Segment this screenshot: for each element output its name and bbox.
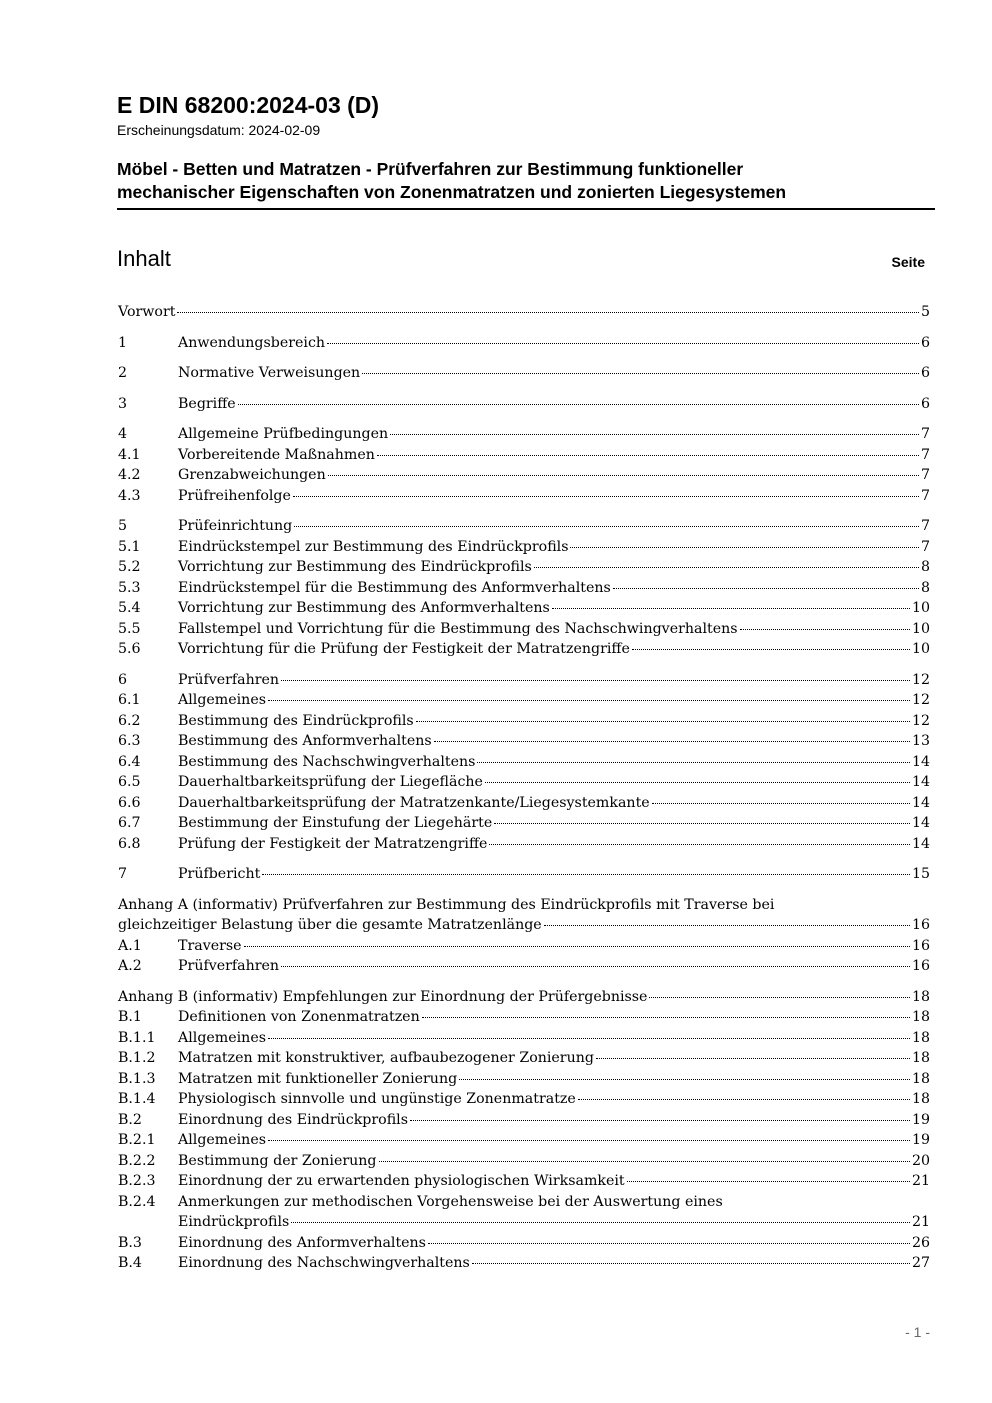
toc-entry-number: 7 [118,866,128,882]
toc-entry-title: Bestimmung des Anformverhaltens [178,733,432,749]
toc-entry-title: Prüfverfahren [178,958,280,974]
toc-entry-page: 14 [911,753,930,770]
toc-entry[interactable] [118,915,930,936]
toc-entry-title: Einordnung des Eindrückprofils [178,1111,408,1128]
toc-entry-title: Bestimmung des Nachschwingverhaltens [178,753,476,770]
toc-entry[interactable] [118,1171,930,1192]
toc-entry[interactable] [118,864,930,885]
toc-leader-dots [578,1099,910,1100]
toc-entry-number: 6.5 [118,774,141,790]
toc-entry-number: B.1.4 [118,1091,156,1107]
toc-entry[interactable] [118,302,930,323]
toc-entry-number: B.1.2 [118,1050,156,1066]
toc-entry-page: 21 [911,1214,930,1230]
toc-entry[interactable] [118,772,930,793]
toc-entry-page: 14 [911,774,930,790]
toc-entry-title: Anhang B (informativ) Empfehlungen zur Einordnung der Prüfergebnisse [118,988,648,1005]
toc-entry-page: 7 [920,538,930,555]
toc-leader-dots [534,567,919,568]
toc-entry[interactable] [118,1089,930,1110]
toc-entry-number: A.2 [118,958,142,974]
toc-entry-number: B.1.3 [118,1070,156,1087]
toc-entry-title: Fallstempel und Vorrichtung für die Bestimmung des Nachschwingverhaltens [178,620,738,637]
toc-leader-dots [627,1181,910,1182]
toc-leader-dots [390,434,919,435]
toc-entry-title: Prüfverfahren [178,671,280,688]
toc-entry-number: 5.6 [118,641,141,657]
toc-entry-title: Allgemeine Prüfbedingungen [178,426,389,442]
toc-entry-title: Begriffe [178,395,236,412]
toc-entry-number: 5.2 [118,559,141,575]
toc-leader-dots [632,649,910,650]
toc-entry-number: 6.2 [118,712,141,729]
toc-leader-dots [238,404,919,405]
toc-entry[interactable] [118,711,930,732]
toc-entry-page: 18 [911,1091,930,1107]
toc-entry[interactable] [118,1028,930,1049]
toc-entry-title: Bestimmung des Eindrückprofils [178,712,414,729]
toc-entry[interactable] [118,578,930,599]
toc-leader-dots [268,1140,910,1141]
toc-entry-page: 18 [911,1070,930,1087]
document-title [117,158,935,210]
toc-leader-dots [281,680,910,681]
toc-leader-dots [362,373,919,374]
toc-entry-page: 7 [920,467,930,483]
toc-leader-dots [416,721,910,722]
toc-entry[interactable] [118,895,930,916]
toc-entry[interactable] [118,1007,930,1028]
toc-entry[interactable] [118,1069,930,1090]
toc-leader-dots [327,343,919,344]
toc-entry[interactable] [118,465,930,486]
toc-entry-page: 18 [911,1050,930,1066]
toc-entry-number: B.2.3 [118,1173,156,1189]
toc-entry-number: B.1 [118,1009,142,1025]
toc-entry-title: Normative Verweisungen [178,365,361,381]
toc-entry-title: Matratzen mit funktioneller Zonierung [178,1070,458,1087]
publication-date: Erscheinungsdatum: 2024-02-09 [117,122,321,138]
toc-entry[interactable] [118,1130,930,1151]
toc-entry-number: B.2.2 [118,1152,156,1169]
toc-leader-dots [379,1161,910,1162]
document-title-line-2: mechanischer Eigenschaften von Zonenmatratzen und zonierten Liegesystemen [117,182,787,202]
toc-entry-page: 7 [920,518,930,534]
toc-entry[interactable] [118,516,930,537]
toc-entry-title: Einordnung des Anformverhaltens [178,1234,426,1251]
toc-entry-page: 18 [911,1009,930,1025]
toc-entry-title: Eindrückprofils [178,1214,290,1230]
toc-leader-dots [544,925,910,926]
toc-entry-page: 8 [920,559,930,575]
document-title-line-1: Möbel - Betten und Matratzen - Prüfverfahren zur Bestimmung funktioneller [117,159,744,179]
toc-leader-dots [552,608,910,609]
toc-entry-title: Anhang A (informativ) Prüfverfahren zur Bestimmung des Eindrückprofils mit Traverse bei [118,896,775,913]
toc-entry-page: 7 [920,446,930,463]
toc-entry[interactable] [118,445,930,466]
toc-entry[interactable] [118,557,930,578]
toc-entry[interactable] [118,834,930,855]
toc-entry-page: 19 [911,1132,930,1148]
toc-entry[interactable] [118,752,930,773]
toc-entry-number: B.4 [118,1255,142,1271]
toc-entry-title: Eindrückstempel für die Bestimmung des Anformverhaltens [178,579,611,596]
toc-entry[interactable] [118,1192,930,1213]
toc-leader-dots [596,1058,910,1059]
document-id: E DIN 68200:2024-03 (D) [117,92,380,118]
toc-entry-page: 21 [911,1173,930,1189]
toc-leader-dots [268,700,910,701]
toc-leader-dots [244,946,910,947]
toc-entry-number: B.2.1 [118,1132,156,1148]
toc-entry-title: Traverse [178,937,242,954]
toc-entry-title: Prüfung der Festigkeit der Matratzengriffe [178,835,488,852]
toc-entry[interactable] [118,486,930,507]
toc-entry-page: 20 [911,1152,930,1169]
toc-entry-number: 6.3 [118,733,141,749]
toc-leader-dots [472,1263,910,1264]
toc-entry[interactable] [118,670,930,691]
toc-entry-number: 5.4 [118,600,141,616]
toc-entry[interactable] [118,1253,930,1274]
toc-entry-title: Matratzen mit konstruktiver, aufbaubezogener Zonierung [178,1050,594,1066]
toc-entry-title: Einordnung der zu erwartenden physiologischen Wirksamkeit [178,1173,625,1189]
toc-leader-dots [649,997,909,998]
toc-leader-dots [291,1222,910,1223]
toc-entry-title: Dauerhaltbarkeitsprüfung der Liegefläche [178,774,483,790]
toc-entry-title: Allgemeines [178,692,266,708]
toc-entry-title: Anmerkungen zur methodischen Vorgehensweise bei der Auswertung eines [178,1193,723,1210]
toc-entry-page: 6 [920,365,930,381]
toc-entry-number: 4 [118,426,128,442]
toc-entry-title: Einordnung des Nachschwingverhaltens [178,1255,470,1271]
toc-entry-title: Allgemeines [178,1029,266,1046]
toc-leader-dots [740,629,910,630]
toc-entry-number: B.1.1 [118,1029,156,1046]
toc-entry-title: Vorbereitende Maßnahmen [178,446,375,463]
toc-entry-number: 4.3 [118,487,141,504]
toc-entry-number: 5.5 [118,620,141,637]
toc-entry-number: 5.1 [118,538,141,555]
toc-entry[interactable] [118,793,930,814]
toc-entry-page: 8 [920,579,930,596]
toc-entry-title: Physiologisch sinnvolle und ungünstige Zonenmatratze [178,1091,576,1107]
toc-entry-page: 18 [911,1029,930,1046]
toc-entry-page: 16 [911,937,930,954]
toc-entry-page: 26 [911,1234,930,1251]
toc-entry-page: 18 [911,988,930,1005]
toc-entry-title: Anwendungsbereich [178,334,326,351]
toc-entry[interactable] [118,1212,930,1233]
page-number: - 1 - [905,1324,930,1340]
toc-entry-number: 1 [118,334,128,351]
toc-entry[interactable] [118,690,930,711]
toc-entry-number: 6.7 [118,815,141,831]
page-column-label: Seite [891,254,925,270]
toc-entry-title: Bestimmung der Einstufung der Liegehärte [178,815,493,831]
toc-entry-page: 12 [911,692,930,708]
toc-leader-dots [434,741,910,742]
toc-entry-page: 14 [911,794,930,811]
toc-entry[interactable] [118,394,930,415]
toc-entry-page: 27 [911,1255,930,1271]
table-of-contents [118,302,930,1274]
toc-leader-dots [652,803,910,804]
toc-leader-dots [613,588,919,589]
toc-entry[interactable] [118,639,930,660]
toc-entry[interactable] [118,1048,930,1069]
toc-leader-dots [281,966,910,967]
toc-entry-title: Prüfeinrichtung [178,518,293,534]
toc-leader-dots [410,1120,910,1121]
toc-entry-number: 2 [118,365,128,381]
toc-entry-page: 10 [911,641,930,657]
toc-entry-page: 14 [911,835,930,852]
toc-entry-page: 14 [911,815,930,831]
toc-entry[interactable] [118,333,930,354]
toc-entry-number: 3 [118,395,128,412]
toc-leader-dots [177,312,919,313]
toc-entry-page: 10 [911,600,930,616]
toc-entry[interactable] [118,1233,930,1254]
toc-entry-title: Grenzabweichungen [178,467,326,483]
toc-entry-number: 6.6 [118,794,141,811]
toc-entry-title: Dauerhaltbarkeitsprüfung der Matratzenkante/Liegesystemkante [178,794,650,811]
toc-entry-page: 16 [911,917,930,933]
toc-entry-title: Vorrichtung für die Prüfung der Festigkeit der Matratzengriffe [178,641,630,657]
toc-leader-dots [422,1017,910,1018]
toc-entry-number: 5.3 [118,579,141,596]
toc-entry[interactable] [118,424,930,445]
toc-leader-dots [377,455,919,456]
toc-leader-dots [489,844,909,845]
toc-entry-number: 6.8 [118,835,141,852]
toc-leader-dots [459,1079,910,1080]
toc-entry-title: Bestimmung der Zonierung [178,1152,377,1169]
toc-entry-page: 19 [911,1111,930,1128]
toc-leader-dots [294,526,919,527]
toc-entry-title: Prüfbericht [178,866,261,882]
toc-entry-number: A.1 [118,937,142,954]
toc-entry[interactable] [118,956,930,977]
toc-entry-number: 5 [118,518,128,534]
toc-entry-number: B.2 [118,1111,142,1128]
toc-entry-page: 5 [920,304,930,320]
toc-entry-page: 13 [911,733,930,749]
toc-entry-page: 12 [911,671,930,688]
toc-entry-number: 6 [118,671,128,688]
toc-entry-page: 7 [920,487,930,504]
toc-leader-dots [477,762,909,763]
toc-entry-page: 6 [920,395,930,412]
toc-entry-number: B.3 [118,1234,142,1251]
toc-entry-page: 10 [911,620,930,637]
toc-leader-dots [328,475,919,476]
toc-entry-page: 12 [911,712,930,729]
toc-entry-number: 6.1 [118,692,141,708]
toc-entry[interactable] [118,598,930,619]
toc-entry-title: Prüfreihenfolge [178,487,291,504]
toc-entry-page: 7 [920,426,930,442]
toc-leader-dots [494,823,910,824]
toc-entry-title: Vorrichtung zur Bestimmung des Anformverhaltens [178,600,550,616]
toc-leader-dots [293,496,919,497]
toc-entry-number: 4.1 [118,446,141,463]
toc-entry[interactable] [118,936,930,957]
toc-entry[interactable] [118,987,930,1008]
toc-entry-number: B.2.4 [118,1193,156,1210]
toc-entry-number: 6.4 [118,753,141,770]
toc-leader-dots [268,1038,910,1039]
toc-entry-page: 15 [911,866,930,882]
toc-leader-dots [428,1243,910,1244]
toc-entry-title: Allgemeines [178,1132,266,1148]
toc-entry[interactable] [118,619,930,640]
toc-entry[interactable] [118,813,930,834]
toc-entry[interactable] [118,731,930,752]
toc-entry[interactable] [118,1151,930,1172]
toc-entry-title: Eindrückstempel zur Bestimmung des Eindrückprofils [178,538,569,555]
toc-leader-dots [262,874,910,875]
toc-entry-page: 16 [911,958,930,974]
toc-leader-dots [485,782,910,783]
toc-entry-title: Definitionen von Zonenmatratzen [178,1009,420,1025]
toc-entry[interactable] [118,537,930,558]
toc-entry-number: 4.2 [118,467,141,483]
toc-entry-title: Vorwort [118,304,176,320]
toc-entry-title: gleichzeitiger Belastung über die gesamte Matratzenlänge [118,917,542,933]
toc-entry-page: 6 [920,334,930,351]
toc-entry[interactable] [118,363,930,384]
toc-leader-dots [570,547,918,548]
toc-entry-title: Vorrichtung zur Bestimmung des Eindrückprofils [178,559,532,575]
toc-heading: Inhalt [117,246,171,271]
toc-entry[interactable] [118,1110,930,1131]
